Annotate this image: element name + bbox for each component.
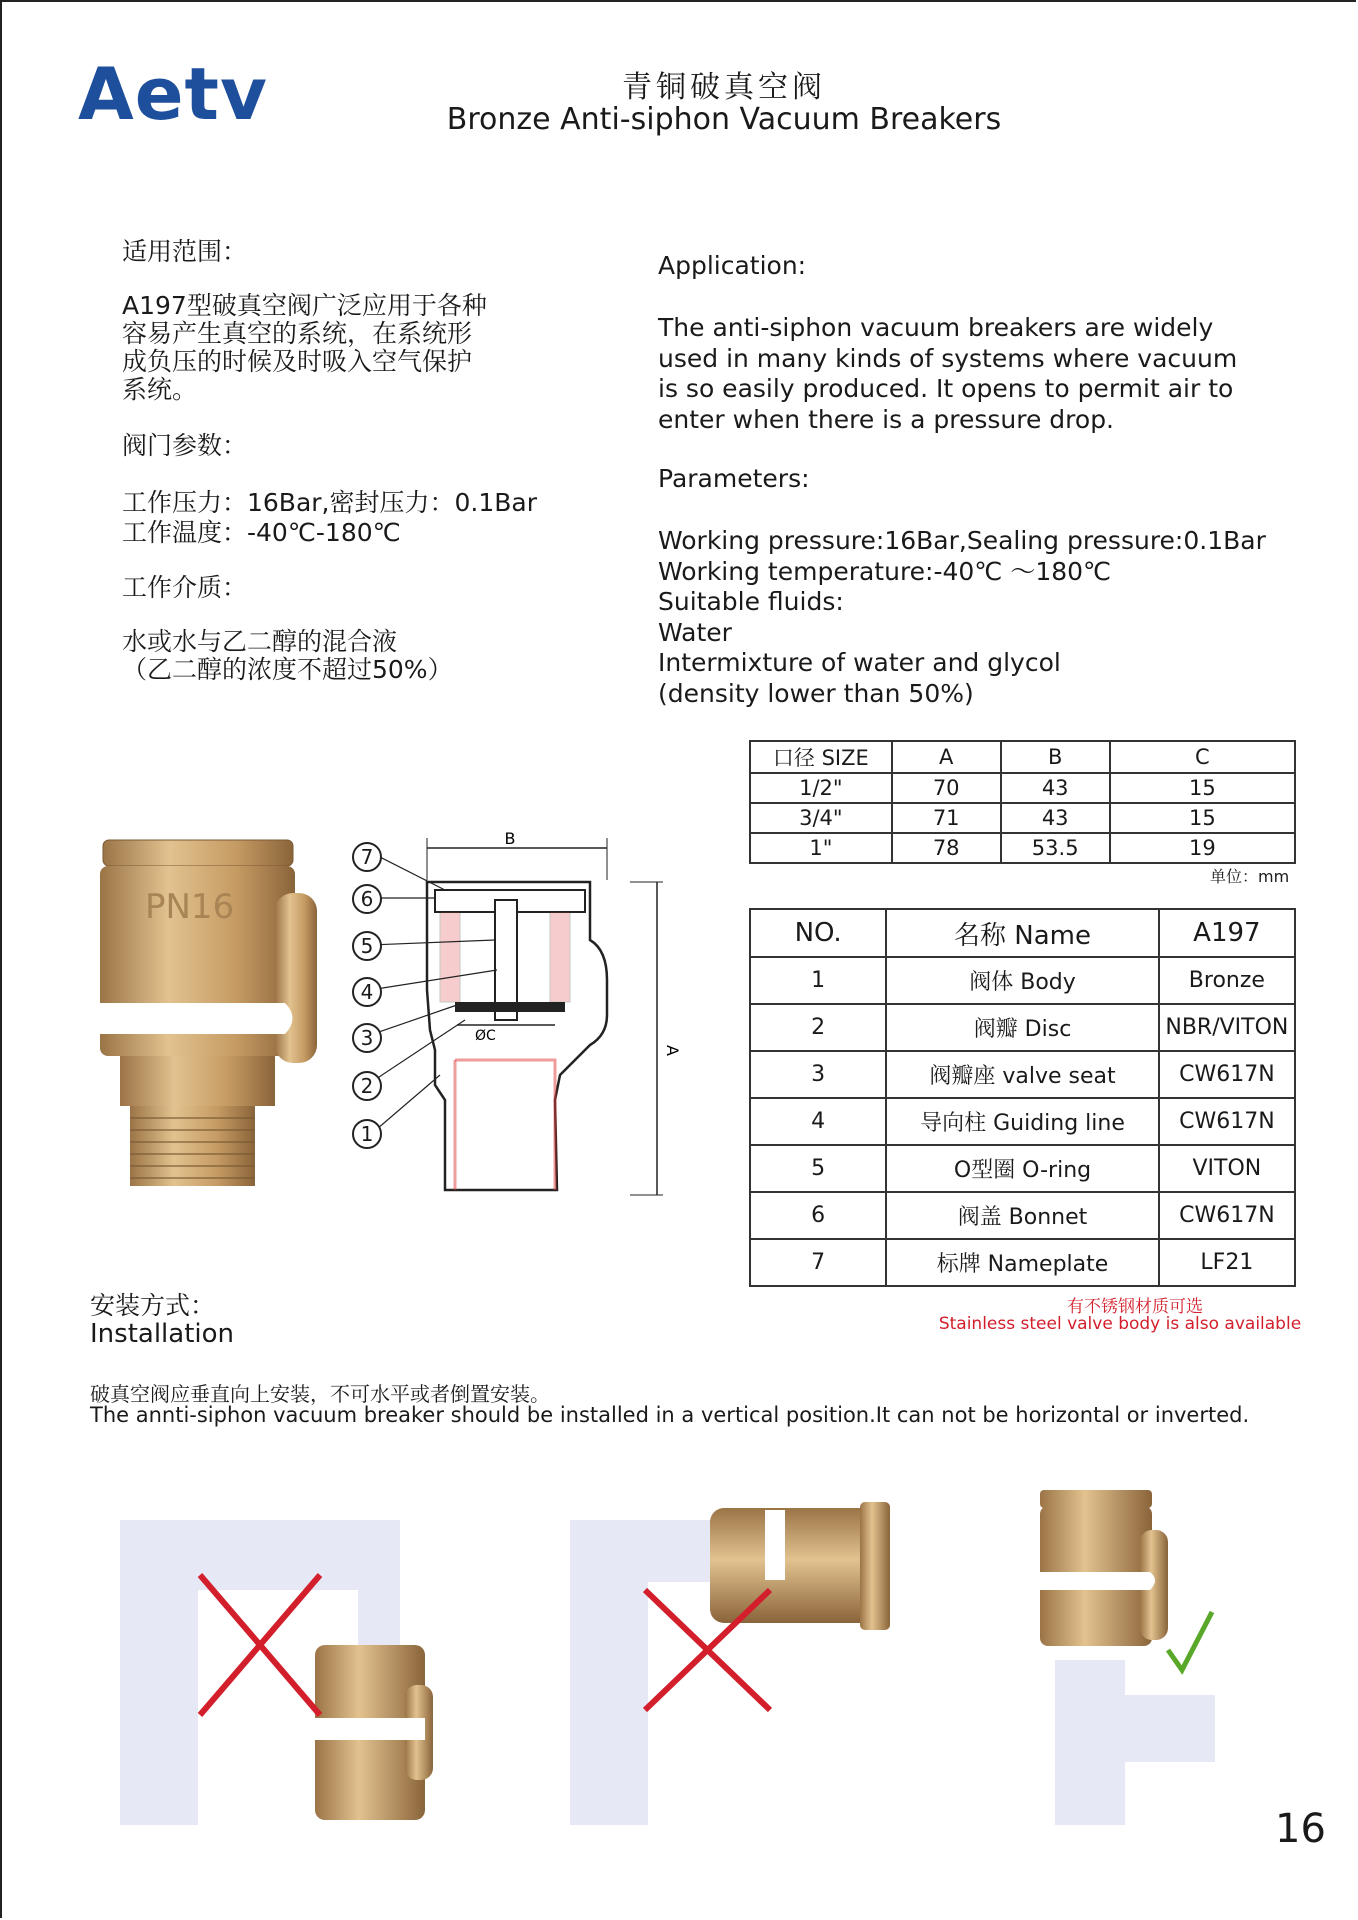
callout-2: 2	[352, 1071, 382, 1101]
cn-media-text	[122, 628, 453, 684]
installation-note-cn: 破真空阀应垂直向上安装，不可水平或者倒置安装。	[90, 1382, 550, 1406]
callout-3: 3	[352, 1023, 382, 1053]
product-photo	[95, 838, 325, 1198]
installation-heading-en: Installation	[90, 1319, 235, 1349]
size-header-cell: 口径 SIZE	[750, 741, 892, 773]
installation-note-en: The annti-siphon vacuum breaker should be installed in a vertical position.It can not be horizontal or inverted.	[90, 1403, 1250, 1427]
installation-heading-cn: 安装方式：	[90, 1291, 216, 1320]
size-header-cell: B	[1001, 741, 1110, 773]
size-cell: 3/4"	[750, 803, 892, 833]
table-row	[750, 1192, 1295, 1239]
cn-app-line: 系统。	[122, 375, 198, 404]
parts-cell: O型圈 O-ring	[886, 1145, 1159, 1192]
cn-app-line: A197型破真空阀广泛应用于各种	[122, 291, 487, 320]
parts-cell: 7	[750, 1239, 886, 1286]
table-row	[750, 803, 1295, 833]
size-cell: 43	[1001, 773, 1110, 803]
dim-a-label: A	[663, 1045, 682, 1056]
size-cell: 19	[1110, 833, 1295, 863]
cn-application-heading: 适用范围：	[122, 237, 248, 266]
size-unit: 单位：mm	[1210, 867, 1290, 886]
parts-cell: 4	[750, 1098, 886, 1145]
table-row	[750, 957, 1295, 1004]
stainless-note-en: Stainless steel valve body is also available	[938, 1314, 1302, 1334]
parts-header-cell: NO.	[750, 909, 886, 957]
parts-table-header	[750, 909, 1295, 957]
en-app-line: used in many kinds of systems where vacuum	[658, 343, 1238, 373]
sectional-drawing	[345, 829, 682, 1200]
parts-cell: 2	[750, 1004, 886, 1051]
cn-app-line: 成负压的时候及时吸入空气保护	[122, 347, 473, 376]
cn-params-text	[122, 488, 537, 548]
parts-cell: LF21	[1159, 1239, 1295, 1286]
callout-5: 5	[352, 931, 382, 961]
size-header-cell: A	[892, 741, 1001, 773]
callout-6: 6	[352, 884, 382, 914]
size-table-header	[750, 741, 1295, 773]
table-row	[750, 833, 1295, 863]
callout-7: 7	[352, 842, 382, 872]
en-param-line: Intermixture of water and glycol	[658, 648, 1061, 677]
dim-c-label: ØC	[475, 1028, 496, 1044]
callout-4: 4	[352, 977, 382, 1007]
table-row	[750, 1239, 1295, 1286]
parts-header-cell: 名称 Name	[886, 909, 1159, 957]
parts-cell: CW617N	[1159, 1098, 1295, 1145]
install-inverted	[120, 1520, 433, 1825]
install-horizontal	[570, 1502, 890, 1825]
parts-cell: 阀瓣 Disc	[886, 1004, 1159, 1051]
size-cell: 70	[892, 773, 1001, 803]
page-number: 16	[1275, 1806, 1326, 1852]
table-row	[750, 1004, 1295, 1051]
parts-cell: Bronze	[1159, 957, 1295, 1004]
parts-cell: 阀体 Body	[886, 957, 1159, 1004]
en-param-line: Water	[658, 617, 732, 647]
parts-cell: 阀盖 Bonnet	[886, 1192, 1159, 1239]
install-vertical	[1040, 1490, 1215, 1825]
en-param-line: Suitable fluids:	[658, 587, 844, 616]
size-cell: 43	[1001, 803, 1110, 833]
parts-cell: 标牌 Nameplate	[886, 1239, 1159, 1286]
en-application-heading: Application:	[658, 251, 807, 280]
en-app-line: enter when there is a pressure drop.	[658, 404, 1115, 434]
en-param-line: Working temperature:-40℃ ～180℃	[658, 556, 1112, 586]
size-cell: 1"	[750, 833, 892, 863]
size-header-cell: C	[1110, 741, 1295, 773]
en-params-text	[658, 526, 1266, 709]
parts-cell: CW617N	[1159, 1192, 1295, 1239]
parts-cell: 阀瓣座 valve seat	[886, 1051, 1159, 1098]
en-app-line: is so easily produced. It opens to permit air to	[658, 374, 1234, 403]
parts-cell: 3	[750, 1051, 886, 1098]
dim-b-label: B	[504, 829, 516, 848]
title-cn: 青铜破真空阀	[622, 70, 826, 105]
parts-cell: 导向柱 Guiding line	[886, 1098, 1159, 1145]
cn-params-heading: 阀门参数：	[122, 431, 248, 460]
callout-1: 1	[352, 1119, 382, 1149]
cn-media-heading: 工作介质：	[122, 573, 248, 602]
en-application-text	[658, 313, 1237, 435]
en-app-line: The anti-siphon vacuum breakers are widely	[658, 313, 1214, 342]
title-en: Bronze Anti-siphon Vacuum Breakers	[446, 102, 1002, 137]
size-cell: 1/2"	[750, 773, 892, 803]
table-row	[750, 1051, 1295, 1098]
en-param-line: Working pressure:16Bar,Sealing pressure:0.1Bar	[658, 526, 1266, 555]
parts-cell: CW617N	[1159, 1051, 1295, 1098]
parts-cell: 6	[750, 1192, 886, 1239]
cn-application-text	[122, 292, 487, 404]
pn16-marking: PN16	[145, 887, 235, 927]
cn-app-line: 容易产生真空的系统，在系统形	[122, 319, 473, 348]
size-cell: 78	[892, 833, 1001, 863]
size-cell: 53.5	[1001, 833, 1110, 863]
size-cell: 15	[1110, 803, 1295, 833]
cn-media-line: （乙二醇的浓度不超过50%）	[122, 655, 453, 684]
table-row	[750, 1145, 1295, 1192]
en-params-heading: Parameters:	[658, 464, 810, 493]
cn-param-line: 工作压力：16Bar,密封压力：0.1Bar	[122, 488, 538, 517]
parts-table	[749, 908, 1296, 1287]
cn-media-line: 水或水与乙二醇的混合液	[122, 627, 398, 656]
installation-illustrations	[110, 1470, 1250, 1830]
stainless-note-cn: 有不锈钢材质可选	[1067, 1297, 1203, 1317]
parts-cell: 1	[750, 957, 886, 1004]
size-table	[749, 740, 1296, 864]
parts-header-cell: A197	[1159, 909, 1295, 957]
table-row	[750, 1098, 1295, 1145]
parts-cell: VITON	[1159, 1145, 1295, 1192]
brand-logo: Aetv	[78, 52, 268, 136]
table-row	[750, 773, 1295, 803]
cn-param-line: 工作温度：-40℃-180℃	[122, 518, 401, 547]
parts-cell: 5	[750, 1145, 886, 1192]
en-param-line: (density lower than 50%)	[658, 678, 974, 708]
size-cell: 15	[1110, 773, 1295, 803]
size-cell: 71	[892, 803, 1001, 833]
parts-cell: NBR/VITON	[1159, 1004, 1295, 1051]
